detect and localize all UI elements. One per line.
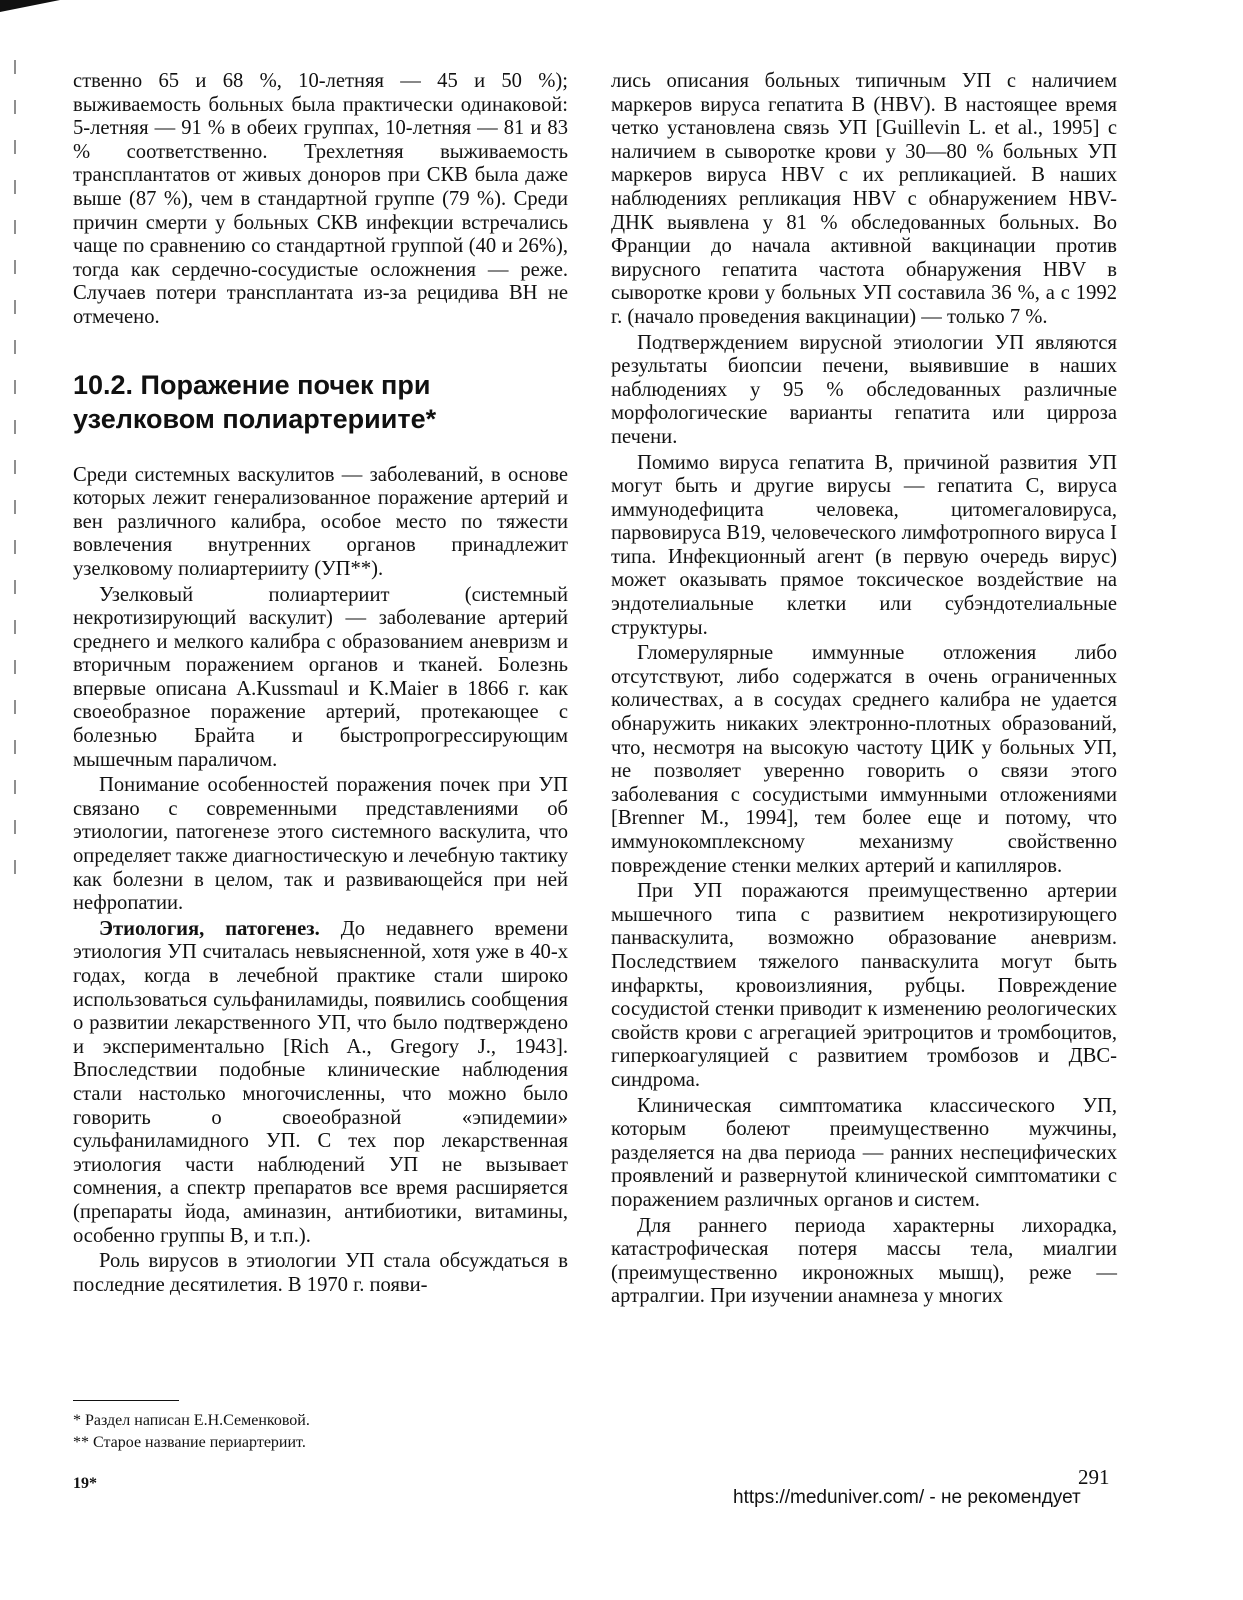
footnote-1: * Раздел написан Е.Н.Семенковой. (73, 1412, 310, 1429)
etiology-text: До недавнего времени этиология УП считалась невыясненной, хотя уже в 40-х годах, когда в лечебной практике стали широко использоваться сульфаниламиды, появились сообщения о развитии лекарственного УП, что было подтверждено и экспериментально [Rich A., Gregory J., 1943]. Впоследствии подобные клинические наблюдения стали настолько многочисленны, что можно было говорить о своеобразной «эпидемии» сульфаниламидного УП. С тех пор лекарственная этиология части наблюдений УП не вызывает сомнения, а спектр препаратов все время расширяется (препараты йода, аминазин, антибиотики, витамины, особенно группы В, и т.п.). (73, 917, 568, 1247)
footnote-2: ** Старое название периартериит. (73, 1434, 306, 1451)
page-number: 291 (1078, 1465, 1110, 1489)
paragraph-hbv: лись описания больных типичным УП с наличием маркеров вируса гепатита В (HBV). В настоящее время четко установлена связь УП [Guillevin L. et al., 1995] с наличием в сыворотке крови у 30—80 % больных УП маркеров вируса HBV с их репликацией. В наших наблюдениях репликация HBV с обнаружением HBV-ДНК выявлена у 81 % обследованных больных. Во Франции до начала активной вакцинации против вирусного гепатита частота обнаружения HBV в сыворотке крови у больных УП составила 36 %, а с 1992 г. (начало проведения вакцинации) — только 7 %. (611, 70, 1117, 328)
printer-signature: 19* (73, 1475, 97, 1492)
footnote-divider (73, 1400, 179, 1401)
paragraph-immune-deposits: Гломерулярные иммунные отложения либо отсутствуют, либо содержатся в очень ограниченных количествах, а в сосудах среднего калибра не удается обнаружить никаких электронно-плотных образований, что, несмотря на высокую частоту ЦИК у больных УП, не позволяет уверенно говорить о связи этого заболевания с сосудистыми иммунными отложениями [Brenner M., 1994], тем более еще и потому, что иммунокомплексному механизму свойственно повреждение стенки мелких артерий и капилляров. (611, 642, 1117, 877)
paragraph-understanding: Понимание особенностей поражения почек при УП связано с современными представлениями об этиологии, патогенезе этого системного васкулита, что определяет также диагностическую и лечебную тактику как болезни в целом, так и развивающейся при ней нефропатии. (73, 774, 568, 915)
paragraph-definition: Узелковый полиартериит (системный некротизирующий васкулит) — заболевание артерий среднего и мелкого калибра с образованием аневризм и вторичным поражением органов и тканей. Болезнь впервые описана A.Kussmaul и K.Maier в 1866 г. как своеобразное поражение артерий, протекающее с болезнью Брайта и быстропрогрессирующим мышечным параличом. (73, 583, 568, 771)
watermark-text: https://meduniver.com/ - не рекомендует (733, 1487, 1081, 1508)
paragraph-viruses: Роль вирусов в этиологии УП стала обсуждаться в последние десятилетия. В 1970 г. появи- (73, 1250, 568, 1296)
paragraph-intro: Среди системных васкулитов — заболеваний, в основе которых лежит генерализованное поражение артерий и вен различного калибра, особое место по тяжести вовлечения внутренних органов принадлежит узелковому полиартерииту (УП**). (73, 463, 568, 580)
etiology-runin-heading: Этиология, патогенез. (99, 917, 320, 940)
paragraph-etiology (73, 918, 568, 1248)
scan-edge-marks (14, 60, 16, 880)
paragraph-clinical: Клиническая симптоматика классического УП, которым болеют преимущественно мужчины, разделяется на два периода — ранних неспецифических проявлений и развернутой клинической симптоматики с поражением различных органов и систем. (611, 1094, 1117, 1211)
paragraph-early-period: Для раннего периода характерны лихорадка, катастрофическая потеря массы тела, миалгии (преимущественно икроножных мышц), реже — артралгии. При изучении анамнеза у многих (611, 1214, 1117, 1308)
scan-corner-mark (0, 0, 60, 12)
paragraph-continuation: ственно 65 и 68 %, 10-летняя — 45 и 50 %); выживаемость больных была практически одинаковой: 5-летняя — 91 % в обеих группах, 10-летняя — 81 и 83 % соответственно. Трехлетняя выживаемость трансплантатов от живых доноров при СКВ была даже выше (87 %), чем в стандартной группе (79 %). Среди причин смерти у больных СКВ инфекции встречались чаще по сравнению со стандартной группой (40 и 26%), тогда как сердечно-сосудистые осложнения — реже. Случаев потери трансплантата из-за рецидива ВН не отмечено. (73, 70, 568, 328)
heading-line-1: 10.2. Поражение почек при (73, 369, 431, 400)
right-column (611, 70, 1117, 1309)
paragraph-biopsy: Подтверждением вирусной этиологии УП являются результаты биопсии печени, выявившие в наших наблюдениях у 95 % обследованных различные морфологические варианты гепатита или цирроза печени. (611, 331, 1117, 448)
paragraph-other-viruses: Помимо вируса гепатита В, причиной развития УП могут быть и другие вирусы — гепатита С, вируса иммунодефицита человека, цитомегаловируса, парвовируса В19, человеческого лимфотропного вируса I типа. Инфекционный агент (в первую очередь вирус) может оказывать прямое токсическое воздействие на эндотелиальные клетки или субэндотелиальные структуры. (611, 451, 1117, 639)
paragraph-arteries: При УП поражаются преимущественно артерии мышечного типа с развитием некротизирующего панваскулита, возможно образование аневризм. Последствием тяжелого панваскулита могут быть инфаркты, кровоизлияния, рубцы. Повреждение сосудистой стенки приводит к изменению реологических свойств крови с агрегацией эритроцитов и тромбоцитов, гиперкоагуляцией с развитием тромбозов и ДВС-синдрома. (611, 880, 1117, 1091)
left-column (73, 70, 568, 1297)
heading-line-2: узелковом полиартериите* (73, 403, 437, 434)
section-heading (73, 368, 568, 436)
